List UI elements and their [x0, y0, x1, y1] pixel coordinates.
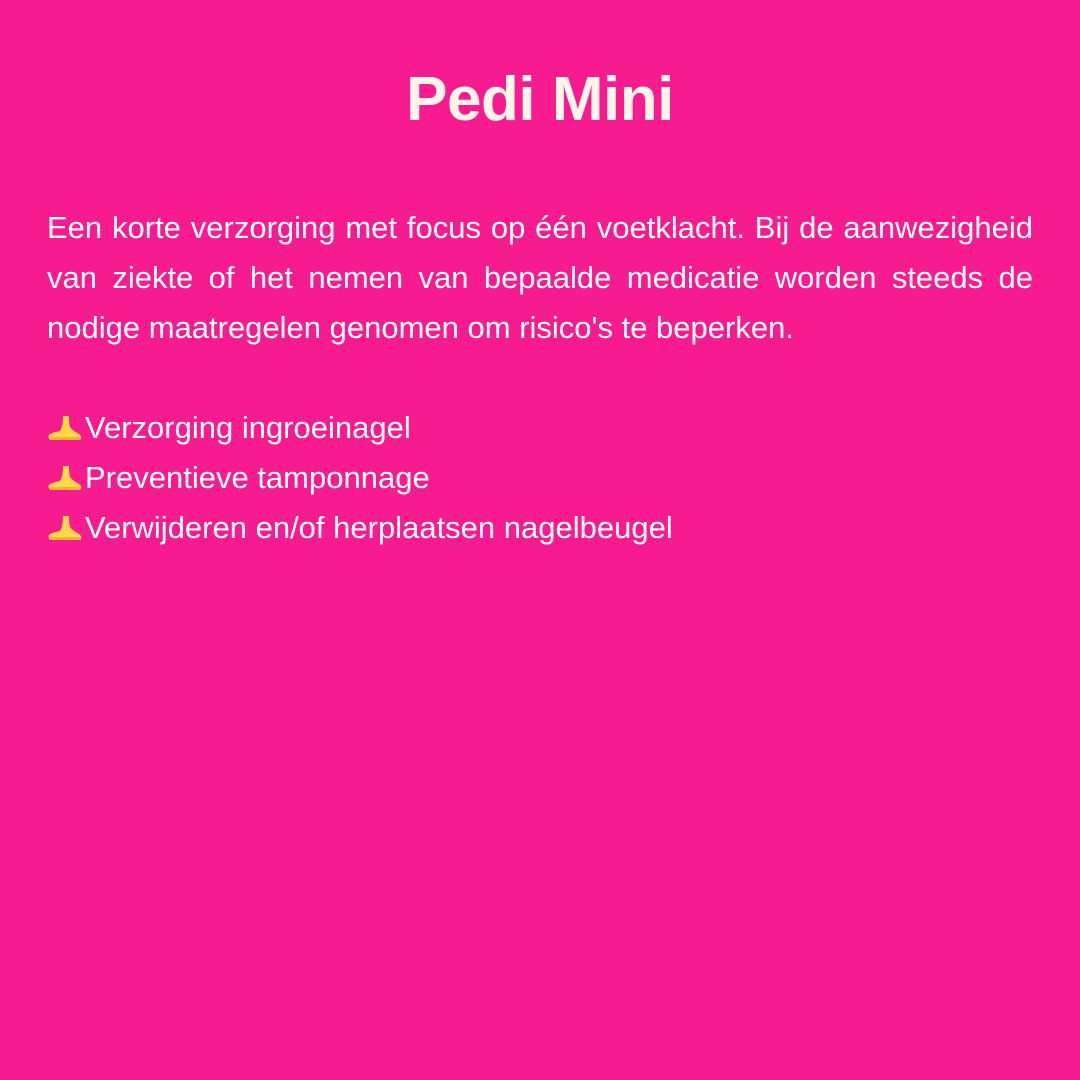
feature-item: [47, 503, 1033, 553]
service-description: Een korte verzorging met focus op één voetklacht. Bij de aanwezigheid van ziekte of het nemen van bepaalde medicatie worden steeds de nodige maatregelen genomen om risico's te beperken.: [47, 210, 1033, 345]
foot-icon: [47, 413, 83, 443]
feature-label: Preventieve tamponnage: [85, 460, 430, 495]
foot-icon: [47, 463, 83, 493]
feature-label: Verzorging ingroeinagel: [85, 410, 411, 445]
feature-label: Verwijderen en/of herplaatsen nagelbeugel: [85, 510, 673, 545]
feature-list: [47, 403, 1033, 553]
foot-icon: [47, 513, 83, 543]
service-title: Pedi Mini: [406, 65, 674, 134]
feature-item: [47, 403, 1033, 453]
feature-item: [47, 453, 1033, 503]
